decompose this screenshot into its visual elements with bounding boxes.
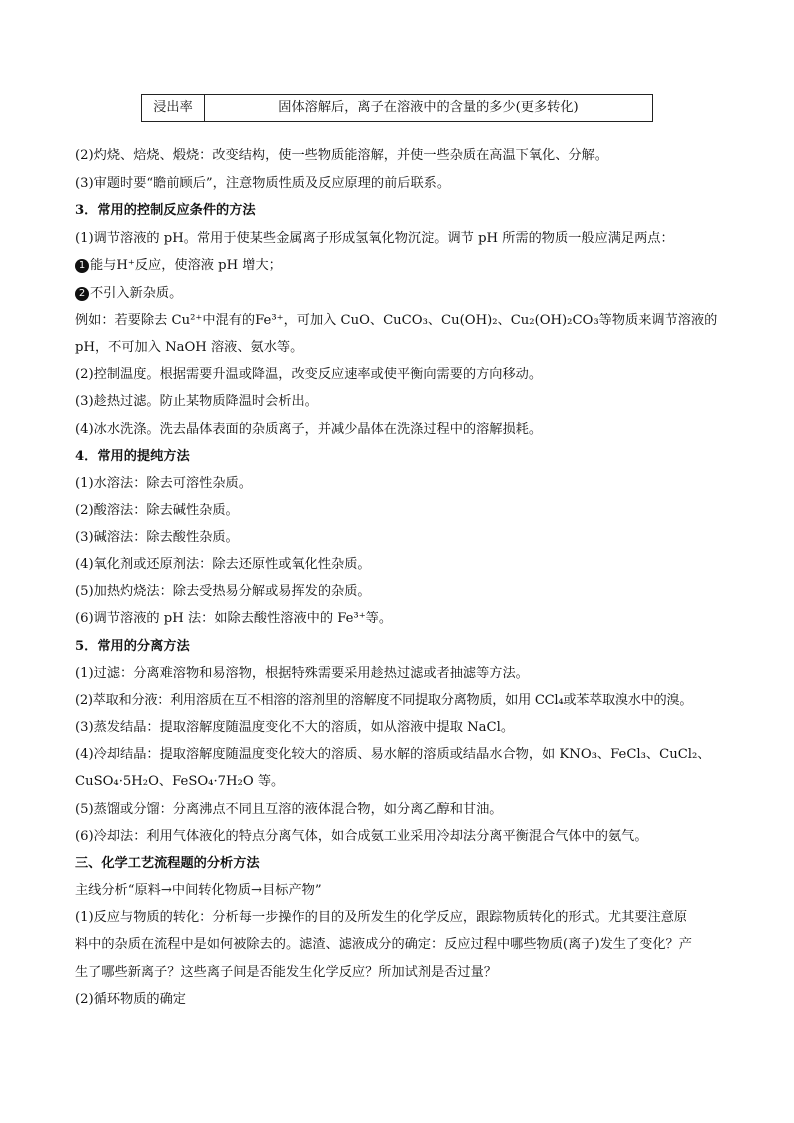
- point-text: 不引入新杂质。: [90, 286, 183, 301]
- numbered-point: [75, 284, 725, 304]
- text-line: (2)灼烧、焙烧、煅烧：改变结构，使一些物质能溶解，并使一些杂质在高温下氧化、分解。: [75, 148, 608, 163]
- numbered-point: [75, 256, 725, 276]
- text-line: (1)调节溶液的 pH。常用于使某些金属离子形成氢氧化物沉淀。调节 pH 所需的物质一般应满足两点：: [75, 231, 674, 246]
- point-text: 能与H⁺反应，使溶液 pH 增大；: [90, 258, 282, 273]
- text-line: (2)循环物质的确定: [75, 992, 186, 1007]
- text-line: (1)水溶法：除去可溶性杂质。: [75, 476, 252, 491]
- table-term-cell: 浸出率: [142, 95, 205, 121]
- section-heading: 4．常用的提纯方法: [75, 449, 190, 464]
- section-heading: 三、化学工艺流程题的分析方法: [75, 856, 260, 871]
- text-line: 例如：若要除去 Cu²⁺中混有的Fe³⁺，可加入 CuO、CuCO₃、Cu(OH)₂、Cu₂(OH)₂CO₃等物质来调节溶液的: [75, 313, 718, 328]
- circled-number-icon: 2: [75, 287, 89, 301]
- text-line: (2)萃取和分液：利用溶质在互不相溶的溶剂里的溶解度不同提取分离物质，如用 CCl₄或苯萃取溴水中的溴。: [75, 693, 693, 708]
- text-line: CuSO₄·5H₂O、FeSO₄·7H₂O 等。: [75, 774, 285, 789]
- definition-table: [141, 94, 653, 122]
- section-heading: 3．常用的控制反应条件的方法: [75, 203, 256, 218]
- text-line: (5)加热灼烧法：除去受热易分解或易挥发的杂质。: [75, 584, 371, 599]
- text-line: (4)氧化剂或还原剂法：除去还原性或氧化性杂质。: [75, 557, 371, 572]
- text-line: (2)控制温度。根据需要升温或降温，改变反应速率或使平衡向需要的方向移动。: [75, 367, 543, 382]
- text-line: 生了哪些新离子？这些离子间是否能发生化学反应？所加试剂是否过量？: [75, 965, 497, 980]
- table-definition-cell: 固体溶解后，离子在溶液中的含量的多少(更多转化): [278, 100, 579, 115]
- text-line: (6)冷却法：利用气体液化的特点分离气体，如合成氨工业采用冷却法分离平衡混合气体中的氨气。: [75, 829, 648, 844]
- text-line: 料中的杂质在流程中是如何被除去的。滤渣、滤液成分的确定：反应过程中哪些物质(离子)发生了变化？产: [75, 937, 692, 952]
- text-line: 主线分析“原料→中间转化物质→目标产物”: [75, 883, 322, 898]
- text-line: (3)审题时要“瞻前顾后”，注意物质性质及反应原理的前后联系。: [75, 176, 451, 191]
- text-line: (3)碱溶法：除去酸性杂质。: [75, 530, 239, 545]
- section-heading: 5．常用的分离方法: [75, 639, 190, 654]
- text-line: pH，不可加入 NaOH 溶液、氨水等。: [75, 340, 304, 355]
- text-line: (1)反应与物质的转化：分析每一步操作的目的及所发生的化学反应，跟踪物质转化的形式。尤其要注意原: [75, 910, 688, 925]
- text-line: (3)趁热过滤。防止某物质降温时会析出。: [75, 394, 318, 409]
- text-line: (6)调节溶液的 pH 法：如除去酸性溶液中的 Fe³⁺等。: [75, 611, 393, 626]
- text-line: (5)蒸馏或分馏：分离沸点不同且互溶的液体混合物，如分离乙醇和甘油。: [75, 802, 503, 817]
- text-line: (2)酸溶法：除去碱性杂质。: [75, 503, 239, 518]
- text-line: (4)冰水洗涤。洗去晶体表面的杂质离子，并减少晶体在洗涤过程中的溶解损耗。: [75, 422, 543, 437]
- circled-number-icon: 1: [75, 259, 89, 273]
- text-line: (3)蒸发结晶：提取溶解度随温度变化不大的溶质，如从溶液中提取 NaCl。: [75, 720, 515, 735]
- text-line: (4)冷却结晶：提取溶解度随温度变化较大的溶质、易水解的溶质或结晶水合物，如 KNO₃、FeCl₃、CuCl₂、: [75, 747, 711, 762]
- text-line: (1)过滤：分离难溶物和易溶物，根据特殊需要采用趁热过滤或者抽滤等方法。: [75, 666, 529, 681]
